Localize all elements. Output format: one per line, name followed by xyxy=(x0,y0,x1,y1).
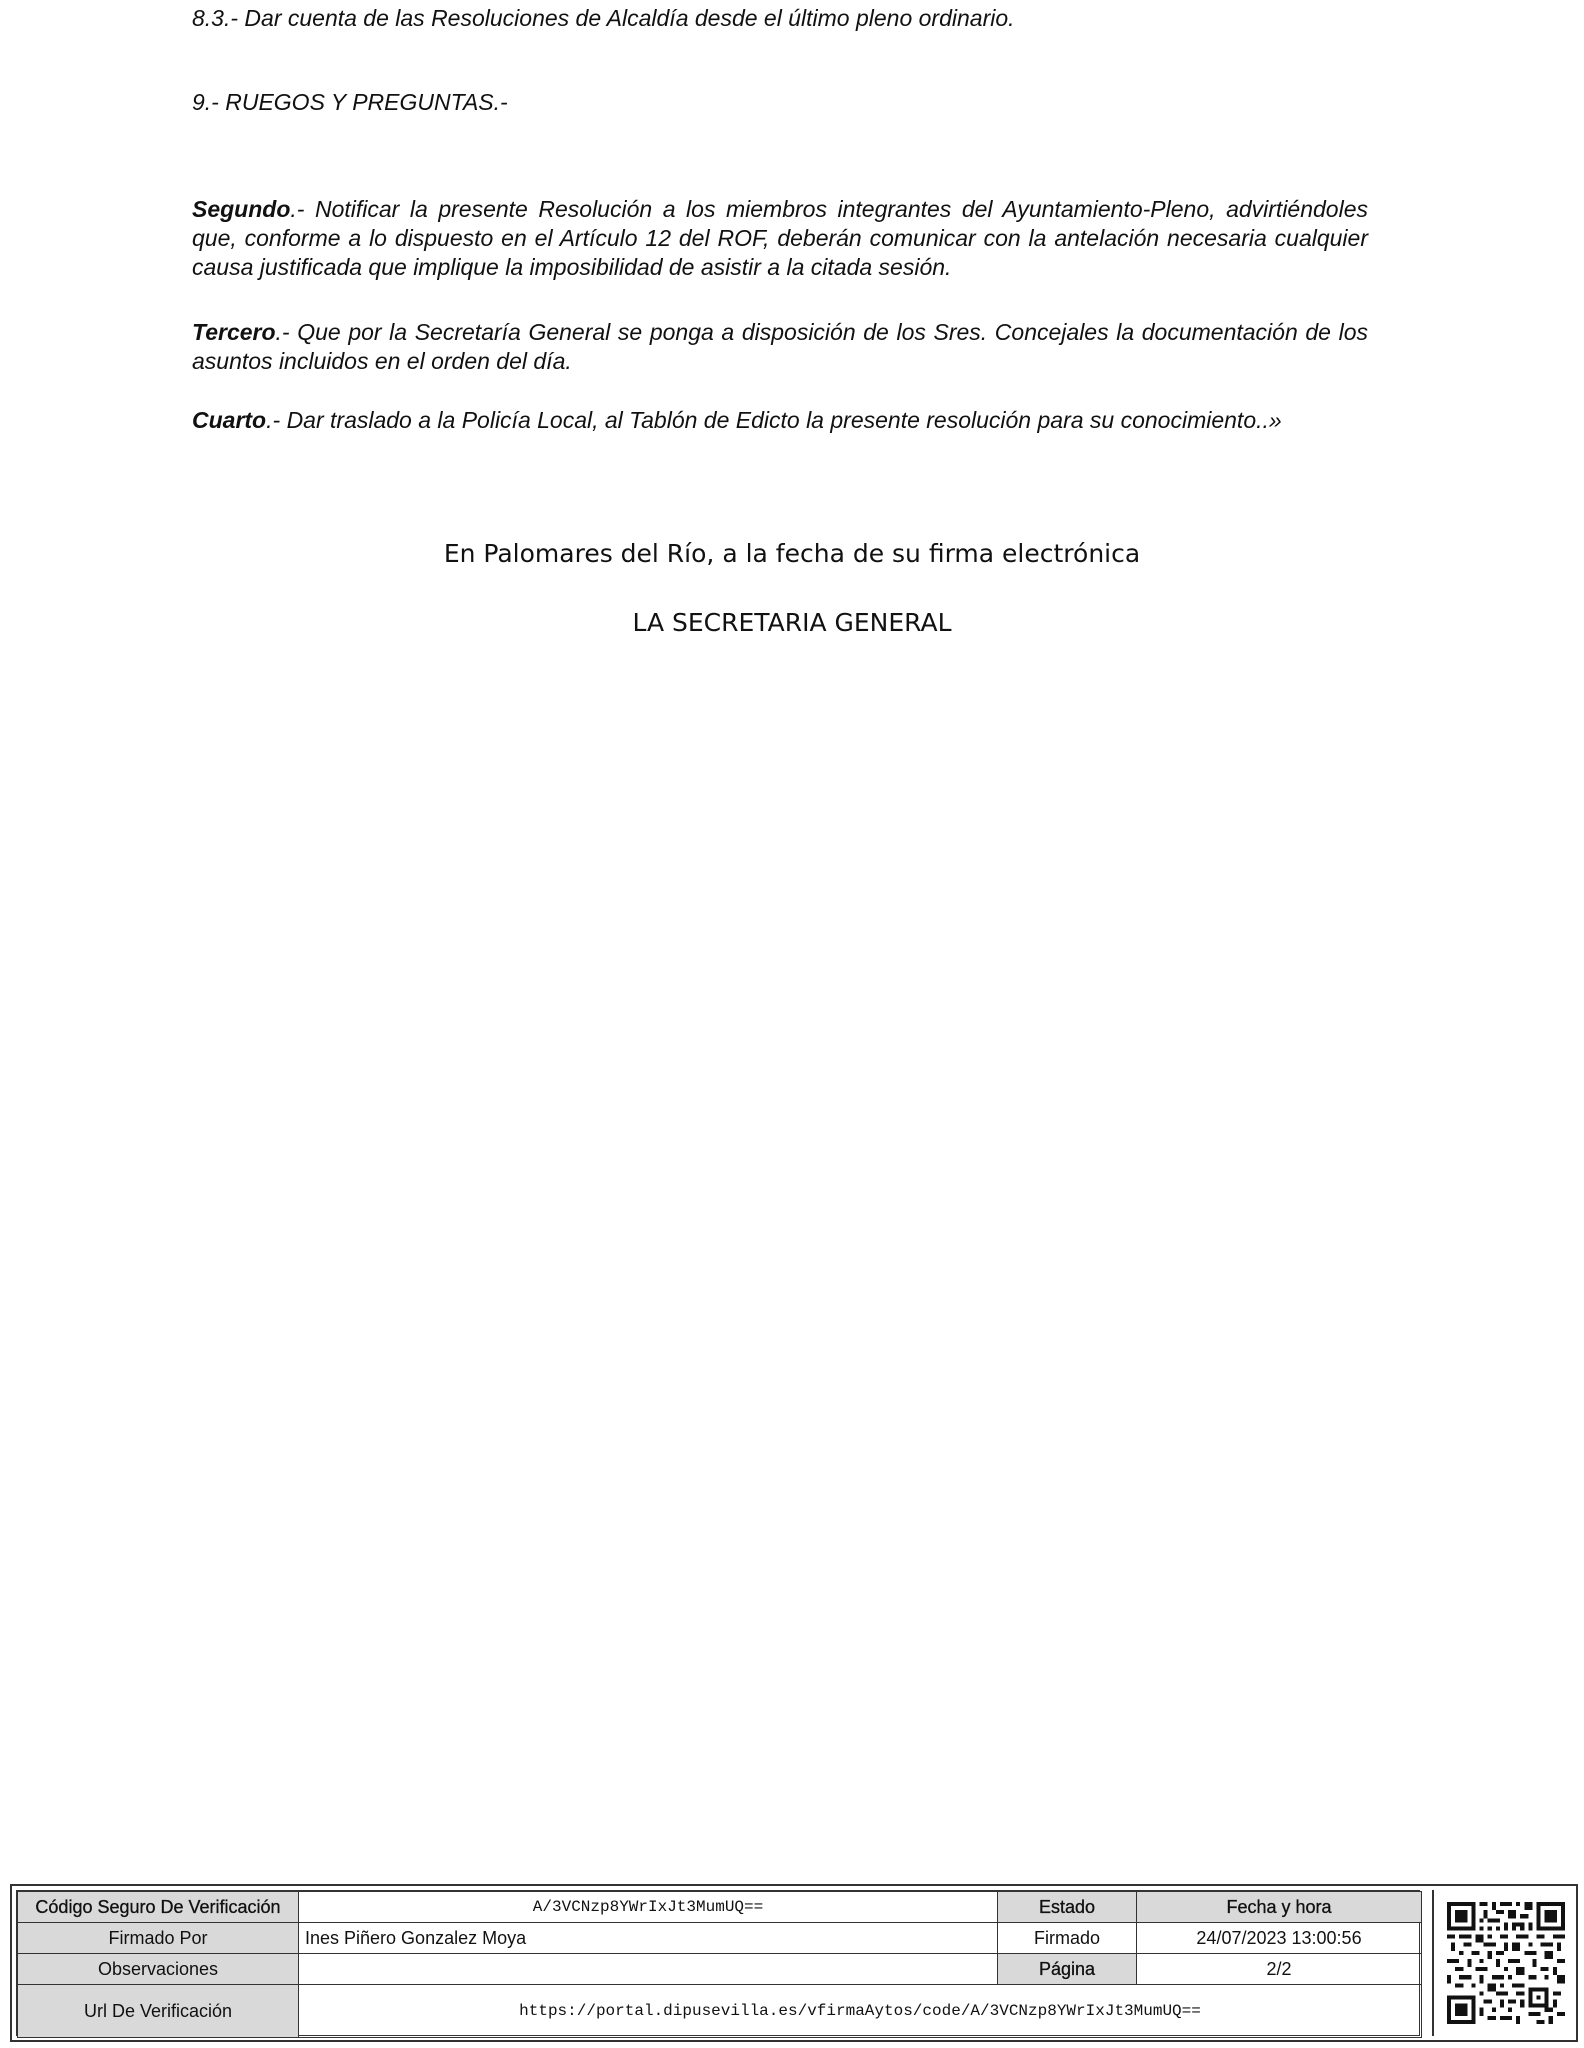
fecha-value: 24/07/2023 13:00:56 xyxy=(1137,1923,1422,1954)
verification-row-observaciones xyxy=(18,1954,1422,1985)
verification-row-url xyxy=(18,1985,1422,2038)
resolution-cuarto xyxy=(192,406,1368,435)
observaciones-value xyxy=(299,1954,998,1985)
csv-label: Código Seguro De Verificación xyxy=(18,1892,299,1923)
signature-role: LA SECRETARIA GENERAL xyxy=(632,608,952,637)
estado-value: Firmado xyxy=(998,1923,1137,1954)
resolution-tercero-head: Tercero xyxy=(192,319,276,345)
resolution-cuarto-head: Cuarto xyxy=(192,407,267,433)
pagina-value: 2/2 xyxy=(1137,1954,1422,1985)
firmado-value: Ines Piñero Gonzalez Moya xyxy=(299,1923,998,1954)
pagina-label: Página xyxy=(998,1954,1137,1985)
signature-place-date: En Palomares del Río, a la fecha de su firma electrónica xyxy=(443,539,1141,568)
fecha-label: Fecha y hora xyxy=(1137,1892,1422,1923)
verification-row-csv xyxy=(18,1892,1422,1923)
resolution-segundo-head: Segundo xyxy=(192,196,291,222)
resolution-cuarto-text: .- Dar traslado a la Policía Local, al Tablón de Edicto la presente resolución para su conocimiento..» xyxy=(266,407,1282,433)
url-label: Url De Verificación xyxy=(18,1985,299,2038)
url-value[interactable]: https://portal.dipusevilla.es/vfirmaAytos/code/A/3VCNzp8YWrIxJt3MumUQ== xyxy=(299,1985,1422,2038)
verification-row-firmado xyxy=(18,1923,1422,1954)
resolution-segundo-text: .- Notificar la presente Resolución a los miembros integrantes del Ayuntamiento-Pleno, advirtiéndoles que, conforme a lo dispuesto en el Artículo 12 del ROF, deberán comunicar con la antelación necesaria cualquier causa justificada que implique la imposibilidad de asistir a la citada sesión. xyxy=(192,196,1368,280)
estado-label: Estado xyxy=(998,1892,1137,1923)
verification-table xyxy=(17,1891,1422,2038)
agenda-item-9: 9.- RUEGOS Y PREGUNTAS.- xyxy=(192,89,508,115)
qr-code-icon xyxy=(1447,1902,1565,2024)
verification-footer xyxy=(10,1884,1578,2042)
resolution-segundo xyxy=(192,195,1368,282)
firmado-label: Firmado Por xyxy=(18,1923,299,1954)
agenda-item-8-3: 8.3.- Dar cuenta de las Resoluciones de Alcaldía desde el último pleno ordinario. xyxy=(192,5,1015,31)
resolution-tercero-text: .- Que por la Secretaría General se ponga a disposición de los Sres. Concejales la documentación de los asuntos incluidos en el orden del día. xyxy=(192,319,1368,374)
observaciones-label: Observaciones xyxy=(18,1954,299,1985)
resolution-tercero xyxy=(192,318,1368,376)
csv-value: A/3VCNzp8YWrIxJt3MumUQ== xyxy=(299,1892,998,1923)
qr-code-container xyxy=(1432,1890,1574,2036)
verification-table-wrapper xyxy=(16,1890,1420,2036)
